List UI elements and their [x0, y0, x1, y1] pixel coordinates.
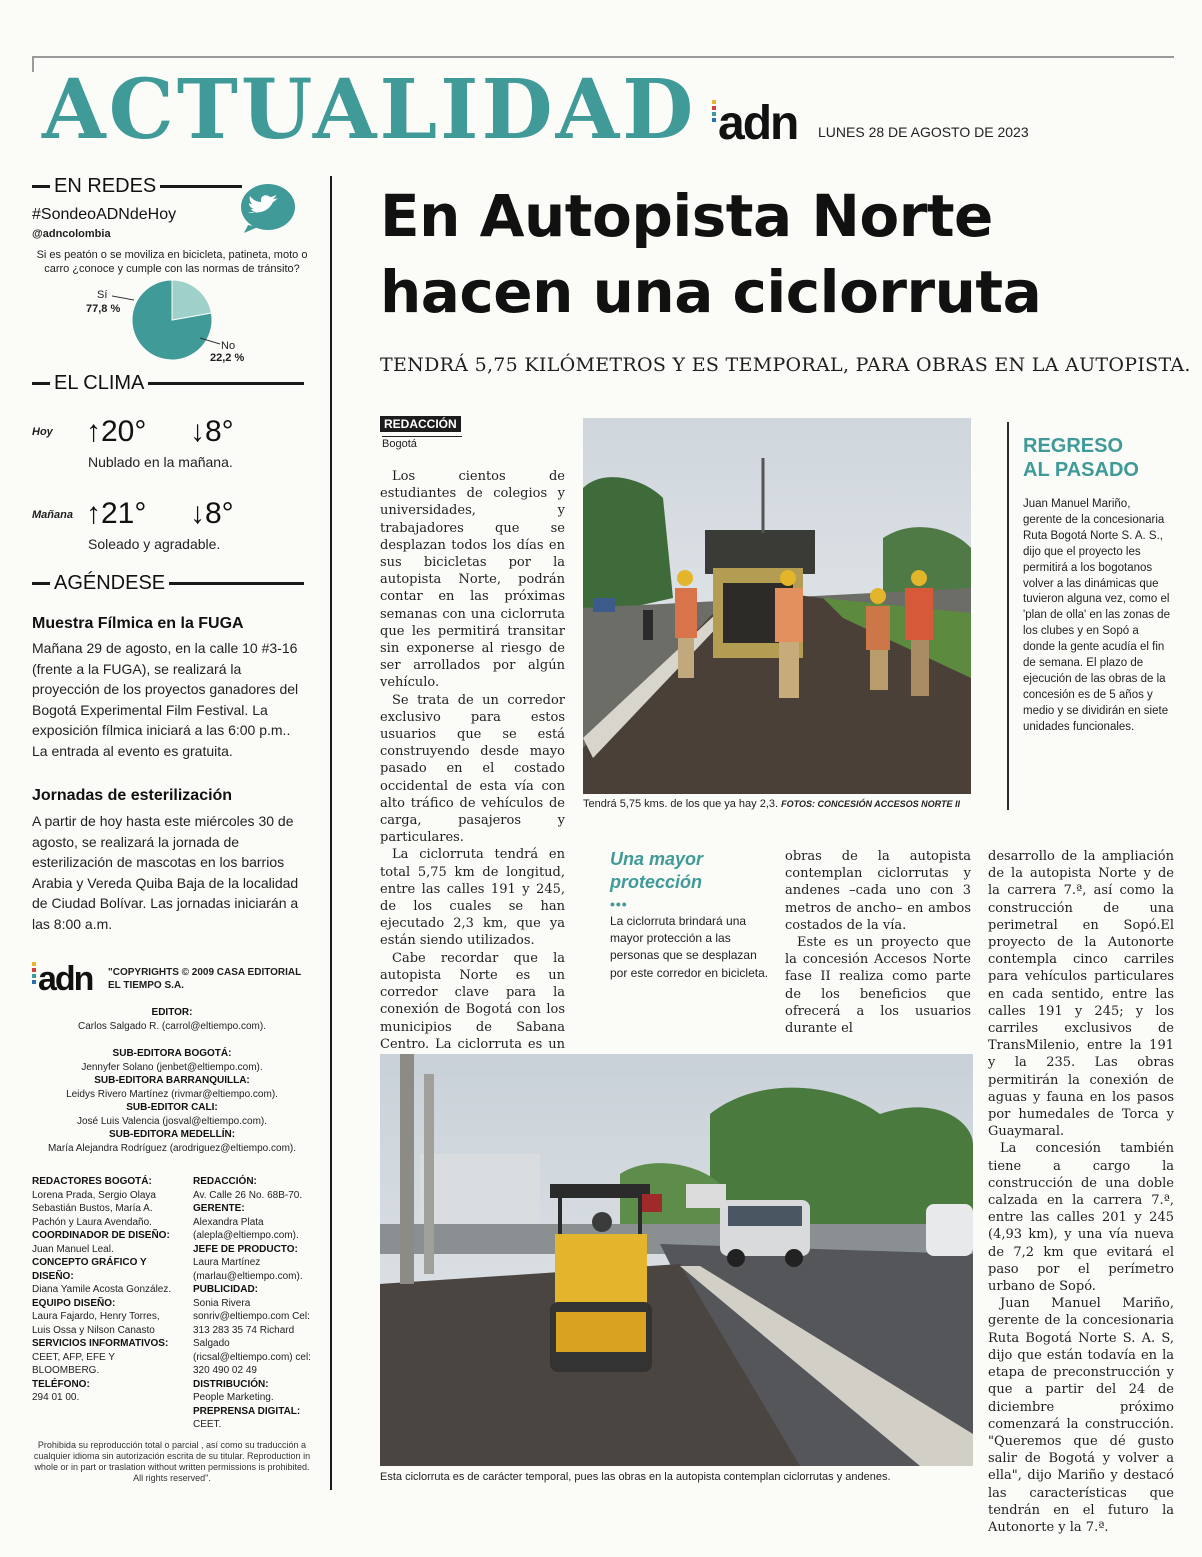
- section-title: ACTUALIDAD: [42, 62, 697, 158]
- pie-slice-no: [172, 280, 211, 320]
- credit-sub-editors: [32, 1047, 312, 1155]
- credits-right-column: [193, 1175, 317, 1432]
- credit-name: 294 01 00.: [32, 1392, 80, 1403]
- credit-name: Carlos Salgado R. (carrol@eltiempo.com).: [78, 1020, 266, 1032]
- dateline-city: Bogotá: [382, 436, 462, 450]
- adn-logo: [712, 97, 798, 150]
- section-header-label: AGÉNDESE: [50, 571, 169, 595]
- sidebox-title-line-1: REGRESO: [1023, 435, 1124, 457]
- credit-name: Av. Calle 26 No. 68B-70.: [193, 1189, 303, 1201]
- credit-name: José Luis Valencia (josval@eltiempo.com).: [76, 1115, 268, 1127]
- paragraph: La ciclorruta tendrá en total 5,75 km de longitud, entre las calles 191 y 245, de los cuales se han ejecutado 2,3 km, que ya están siendo utilizados.: [380, 847, 565, 949]
- credit-role: EQUIPO DISEÑO:: [32, 1297, 116, 1309]
- photo2-caption: Esta ciclorruta es de carácter temporal, pues las obras en la autopista contemplan ciclorrutas y andenes.: [380, 1471, 891, 1483]
- section-header-clima: [32, 371, 304, 395]
- credit-role: DISTRIBUCIÓN:: [193, 1378, 269, 1390]
- paragraph: desarrollo de la ampliación de la autopista Norte y de la carrera 7.ª, así como la construcción de una perimetral en Sopó.El proyecto de la Autonorte contempla cinco carriles para vehículos particulares en cada sentido, entre las calles 191 y 245; y los carriles exclusivos de TransMilenio, entre la 191 y la 235. Las obras permitirán la conexión de aguas y fauna en los pasos por humedales de Torca y Guaymaral.: [988, 849, 1174, 1140]
- credit-name: CEET, AFP, EFE Y BLOOMBERG.: [32, 1351, 115, 1376]
- credit-name: Laura Fajardo, Henry Torres, Luis Ossa y Nilson Canasto: [32, 1311, 160, 1336]
- credit-role: EDITOR:: [151, 1007, 193, 1018]
- logo-dots-icon: [32, 962, 36, 986]
- adn-logo-text: adn: [718, 97, 798, 150]
- pullquote-dots: •••: [610, 896, 628, 912]
- sidebox-title-line-2: AL PASADO: [1023, 459, 1139, 481]
- photo-road-roller: [380, 1054, 973, 1466]
- weather-day-today: Hoy: [32, 426, 53, 438]
- paragraph: Juan Manuel Mariño, gerente de la concesionaria Ruta Bogotá Norte S. A. S, dijo que están todavía en la etapa de preconstrucción y que a partir del 24 de diciembre próximo comenzará la construcción. "Queremos que dé gusto salir de Bogotá y volver a ella", dijo Mariño y destacó las características que tendrán en el futuro la Autonorte y la 7.ª.: [988, 1296, 1174, 1535]
- credit-role: SUB-EDITORA MEDELLÍN:: [108, 1129, 236, 1140]
- event-title: Muestra Fílmica en la FUGA: [32, 615, 244, 632]
- logo-dots-icon: [712, 100, 716, 124]
- credit-editor: [32, 1006, 312, 1033]
- section-header-label: EN REDES: [50, 174, 160, 198]
- weather-low-today: ↓8°: [190, 415, 234, 448]
- photo1-caption: [583, 798, 960, 810]
- credit-name: Leidys Rivero Martínez (rivmar@eltiempo.com).: [66, 1088, 278, 1100]
- event-text: Mañana 29 de agosto, en la calle 10 #3-16 (frente a la FUGA), se realizará la proyección de los proyectos ganadores del Bogotá Experimental Film Festival. La exposición fílmica iniciará a las 6:00 p.m.. La entrada al evento es gratuita.: [32, 640, 299, 759]
- pullquote-text: La ciclorruta brindará una mayor protección a las personas que se desplazan por este corredor en bicicleta.: [610, 914, 769, 980]
- weather-low-tomorrow: ↓8°: [190, 497, 234, 530]
- credit-name: Alexandra Plata (alepla@eltiempo.com).: [193, 1216, 299, 1241]
- event-text: A partir de hoy hasta este miércoles 30 de agosto, se realizará la jornada de esterilización de mascotas en los barrios Arabia y Vereda Quiba Baja de la localidad de Ciudad Bolívar. Las jornadas iniciarán a las 8:00 a.m.: [32, 813, 299, 932]
- edition-date: LUNES 28 DE AGOSTO DE 2023: [818, 124, 1029, 140]
- credit-role: SUB-EDITOR CALI:: [126, 1102, 218, 1113]
- top-rule-tick: [32, 56, 34, 72]
- photo-road-workers: [583, 418, 971, 794]
- legal-notice: Prohibida su reproducción total o parcial , así como su traducción a cualquier idioma sin autorización escrita de su titular. Reproduction in whole or in part or traslation without written permissions is prohibited. All rights reserved".: [33, 1440, 311, 1483]
- top-rule: [32, 56, 1174, 58]
- section-header-agendese: [32, 571, 304, 595]
- credit-name: Laura Martínez (marlau@eltiempo.com).: [193, 1257, 303, 1282]
- weather-desc-today: Nublado en la mañana.: [88, 454, 233, 470]
- credit-name: Lorena Prada, Sergio Olaya Sebastián Bustos, María A. Pachón y Laura Avendaño.: [32, 1189, 156, 1228]
- paragraph: La concesión también tiene a cargo la construcción de una doble calzada en la carrera 7.ª, entre las calles 201 y 245 (4,93 km), y una vía nueva de 7,2 km que evitará el paso por el perímetro urbano de Sopó.: [988, 1141, 1174, 1295]
- pie-leader-no: [200, 336, 222, 346]
- credit-role: REDACCIÓN:: [193, 1176, 257, 1187]
- weather-day-tomorrow: Mañana: [32, 509, 73, 521]
- credit-name: Juan Manuel Leal.: [32, 1243, 114, 1255]
- poll-label-no: No: [221, 340, 236, 352]
- adn-logo-text: adn: [38, 960, 93, 998]
- credit-role: SUB-EDITORA BOGOTÁ:: [112, 1048, 232, 1059]
- column-divider: [330, 176, 332, 1490]
- poll-value-no: 22,2 %: [210, 352, 245, 364]
- headline-line-2: hacen una ciclorruta: [380, 258, 1042, 326]
- credit-role: GERENTE:: [193, 1203, 245, 1214]
- credit-role: CONCEPTO GRÁFICO Y DISEÑO:: [32, 1257, 147, 1282]
- credits-left-column: [32, 1175, 172, 1405]
- paragraph: Este es un proyecto que la concesión Accesos Norte fase II realiza como parte de los beneficios que ofrecerá a los usuarios durante el: [785, 935, 971, 1037]
- event-title: Jornadas de esterilización: [32, 787, 233, 804]
- credit-role: PUBLICIDAD:: [193, 1284, 258, 1295]
- section-header-label: EL CLIMA: [50, 371, 148, 395]
- poll-value-si: 77,8 %: [86, 303, 121, 315]
- credit-name: Diana Yamile Acosta González.: [32, 1284, 172, 1295]
- credit-role: SUB-EDITORA BARRANQUILLA:: [94, 1075, 250, 1086]
- weather-desc-tomorrow: Soleado y agradable.: [88, 536, 221, 552]
- sidebox-text: Juan Manuel Mariño, gerente de la concesionaria Ruta Bogotá Norte S. A. S., dijo que el proyecto les permitirá a los bogotanos volver a las dinámicas que tuvieron alguna vez, como el 'plan de olla' en las zonas de los clubes y en Sopó a donde la gente acudía el fin de semana. El plazo de ejecución de las obras de la concesión es de 5 años y medio y se dividirán en siete unidades funcionales.: [1023, 498, 1170, 733]
- paragraph: Se trata de un corredor exclusivo para estos usuarios que se está construyendo desde mayo pasado en el costado occidental de esta vía con alto tráfico de vehículos de carga, pasajeros y particulares.: [380, 692, 565, 846]
- article-subhead: TENDRÁ 5,75 KILÓMETROS Y ES TEMPORAL, PARA OBRAS EN LA AUTOPISTA.: [380, 354, 1191, 376]
- credit-role: COORDINADOR DE DISEÑO:: [32, 1230, 170, 1241]
- poll-pie-chart: [130, 276, 214, 364]
- credit-name: Jennyfer Solano (jenbet@eltiempo.com).: [81, 1061, 263, 1073]
- twitter-bird-icon: [238, 181, 296, 233]
- twitter-handle: @adncolombia: [32, 228, 111, 240]
- credit-name: CEET.: [193, 1419, 222, 1430]
- copyright: "COPYRIGHTS © 2009 CASA EDITORIAL EL TIEMPO S.A.: [108, 967, 302, 991]
- paragraph: obras de la autopista contemplan ciclorrutas y andenes –cada uno con 3 metros de ancho– en ambos costados de la vía.: [785, 849, 971, 933]
- credit-name: María Alejandra Rodríguez (arodriguez@eltiempo.com).: [47, 1142, 297, 1154]
- paragraph: Cabe recordar que la autopista Norte es un corredor clave para la conexión de Bogotá con los municipios de Sabana Centro. La ciclorruta es un: [380, 950, 565, 1052]
- byline: REDACCIÓN: [380, 416, 461, 432]
- adn-logo-small: [32, 962, 92, 996]
- sidebox-rule: [1007, 422, 1009, 810]
- headline-line-1: En Autopista Norte: [380, 182, 993, 250]
- credit-name: People Marketing.: [193, 1392, 274, 1403]
- credit-role: JEFE DE PRODUCTO:: [193, 1243, 298, 1255]
- credit-name: Sonia Rivera sonriv@eltiempo.com Cel: 313 283 35 74 Richard Salgado (ricsal@eltiempo.com) cel: 320 490 02 49: [193, 1297, 311, 1376]
- article-column-1: [380, 468, 565, 1087]
- poll-hashtag: #SondeoADNdeHoy: [32, 206, 177, 223]
- sidebox-title: [1023, 434, 1173, 482]
- pullquote-title: Una mayor protección: [610, 849, 704, 892]
- credit-role: SERVICIOS INFORMATIVOS:: [32, 1338, 169, 1349]
- caption-text: Tendrá 5,75 kms. de los que ya hay 2,3.: [583, 798, 779, 810]
- credit-role: REDACTORES BOGOTÁ:: [32, 1176, 152, 1187]
- article-column-2: [785, 848, 971, 1037]
- poll-label-si: Sí: [97, 289, 108, 301]
- article-column-3: [988, 848, 1174, 1536]
- poll-question: Si es peatón o se moviliza en bicicleta, patineta, moto o carro ¿conoce y cumple con las normas de tránsito?: [36, 249, 308, 275]
- credit-role: TELÉFONO:: [32, 1378, 90, 1390]
- weather-high-today: ↑20°: [86, 415, 147, 448]
- weather-high-tomorrow: ↑21°: [86, 497, 147, 530]
- credit-role: PREPRENSA DIGITAL:: [193, 1405, 301, 1417]
- photo-credit: FOTOS: CONCESIÓN ACCESOS NORTE II: [781, 799, 960, 809]
- article-headline: [380, 178, 1180, 330]
- paragraph: Los cientos de estudiantes de colegios y universidades, y trabajadores que se desplazan todos los días en sus bicicletas por la autopista Norte, podrán contar en las próximas semanas con una ciclorruta que les permitirá transitar sin exponerse al riesgo de ser arrollados por algún vehículo.: [380, 469, 565, 691]
